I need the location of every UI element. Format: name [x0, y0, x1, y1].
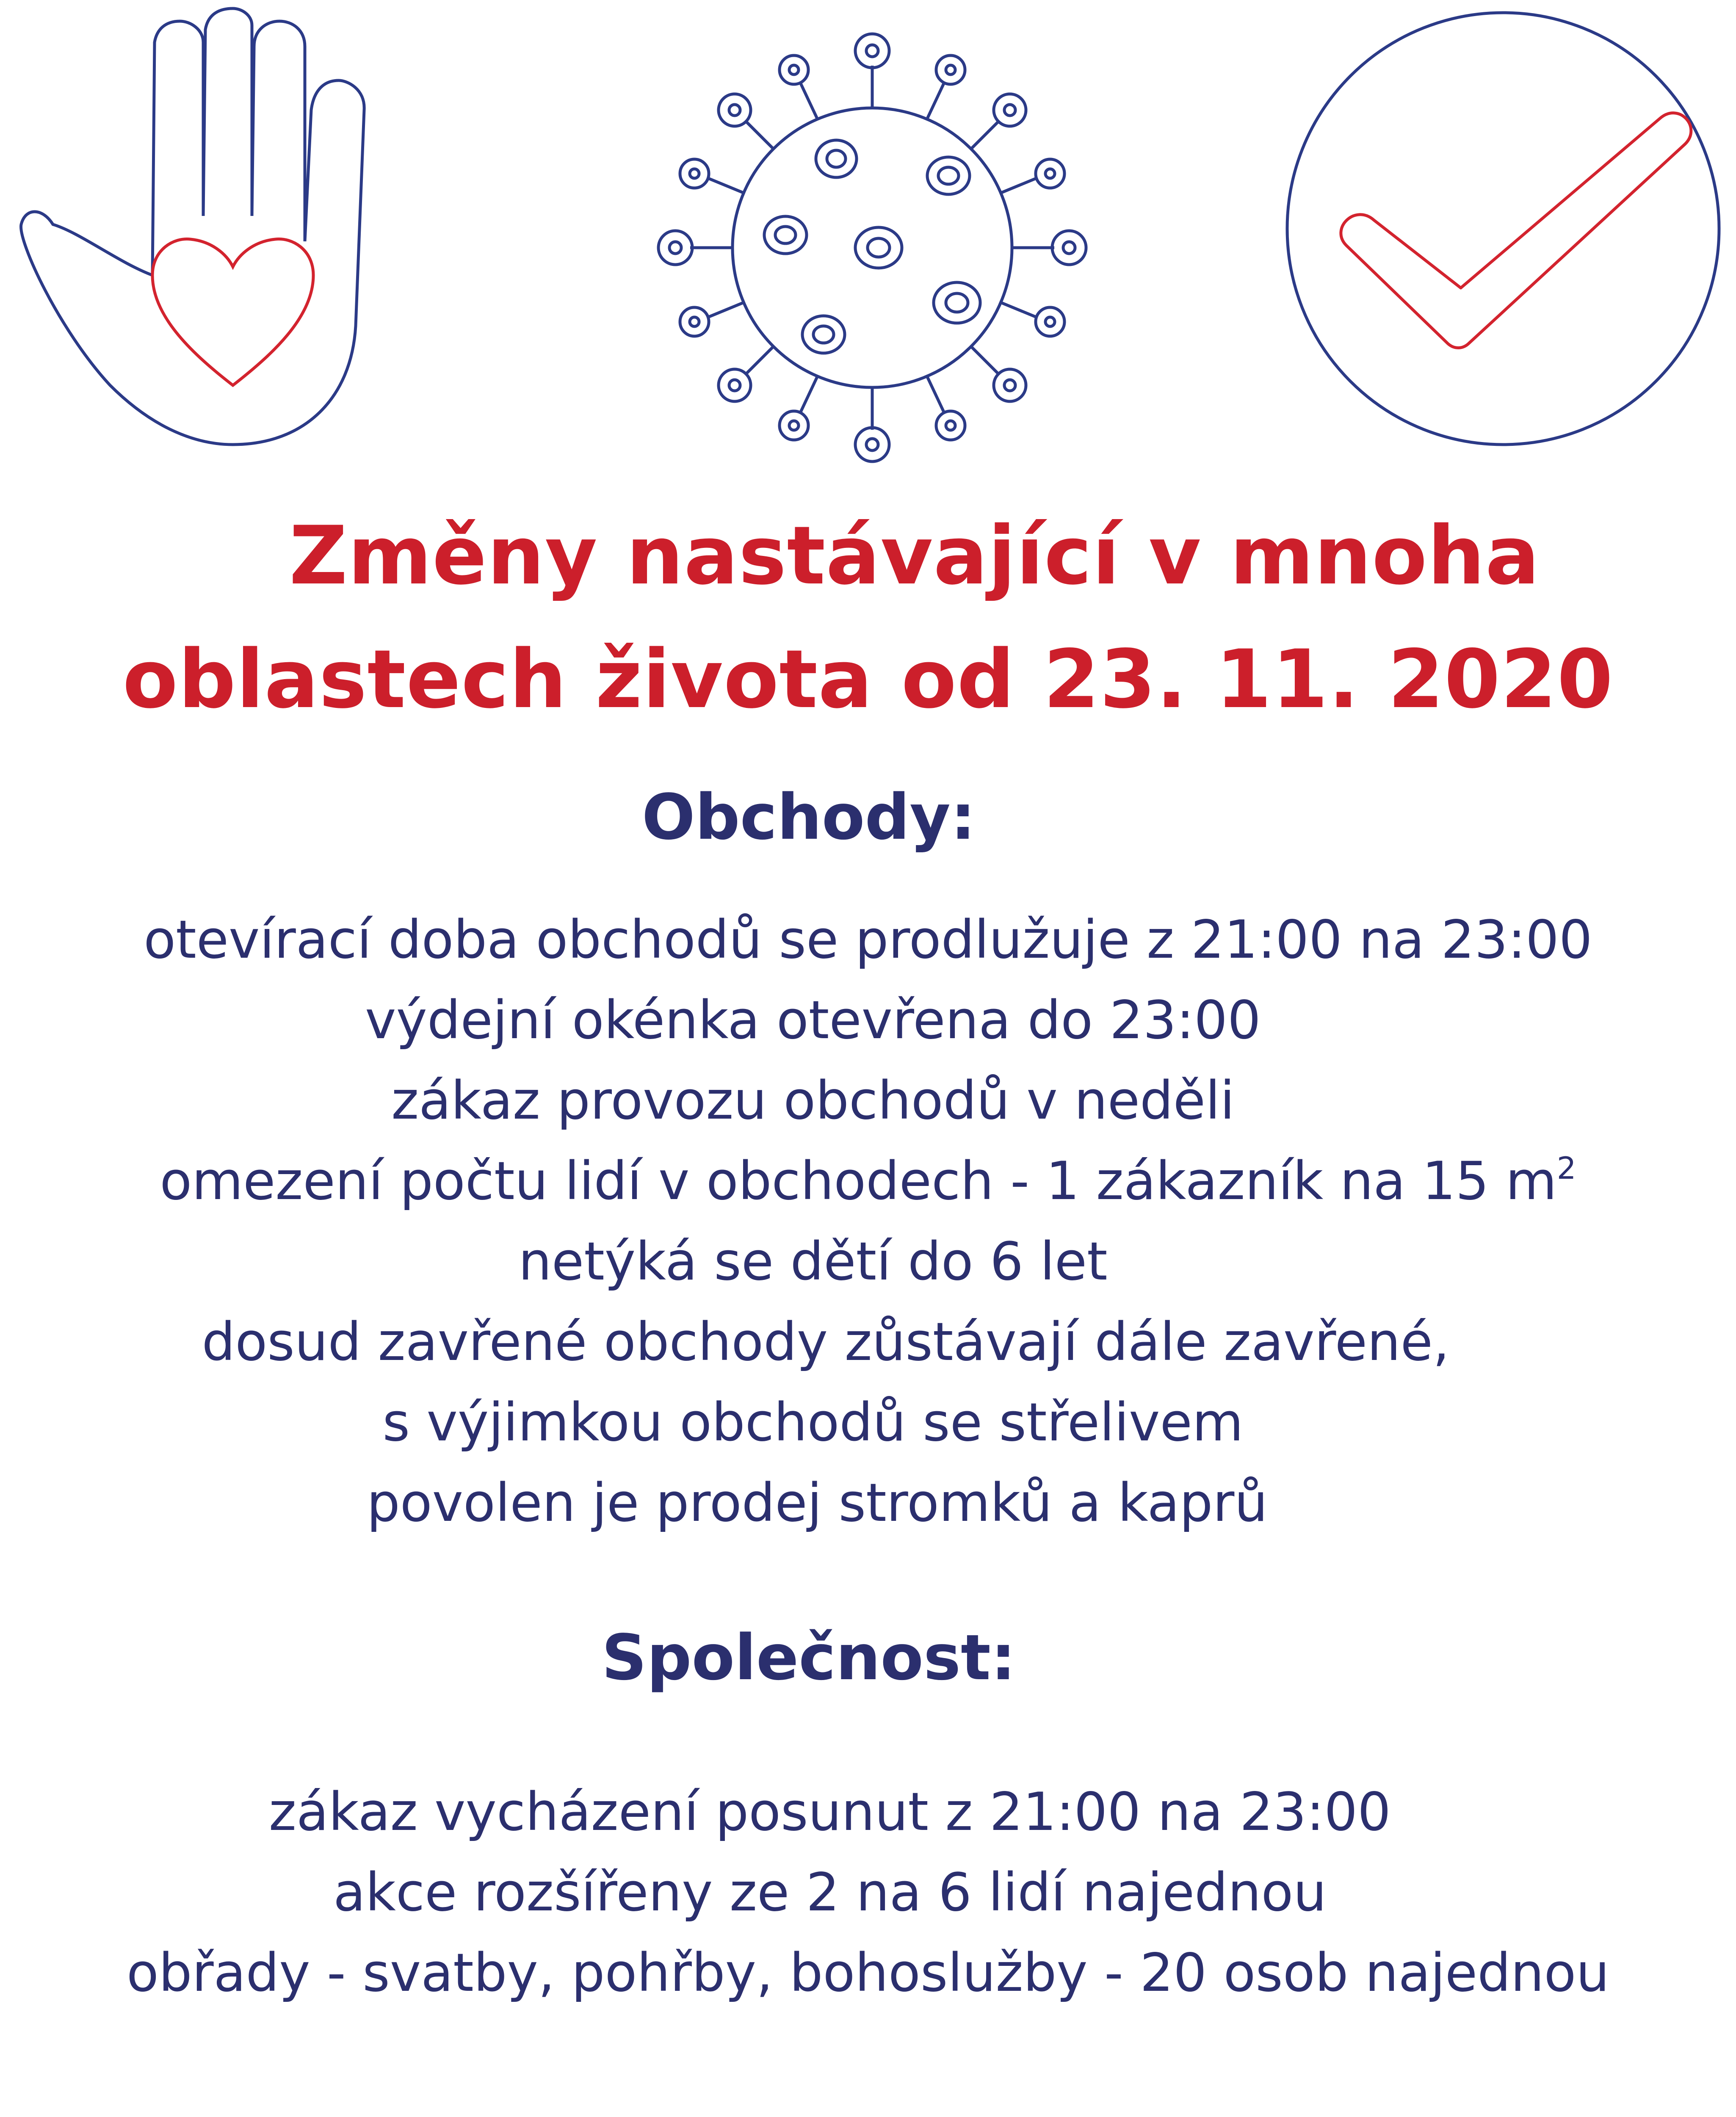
society-heading: Společnost: — [601, 1621, 1016, 1694]
shops-line: výdejní okénka otevřena do 23:00 — [365, 990, 1261, 1051]
shops-line — [0, 1147, 1736, 1215]
check-circle-icon — [1283, 8, 1723, 449]
shops-line-text: omezení počtu lidí v obchodech - 1 zákazník na 15 m — [160, 1151, 1557, 1212]
shops-line: dosud zavřené obchody zůstávají dále zavřené, — [202, 1312, 1450, 1373]
shops-line: otevírací doba obchodů se prodlužuje z 21:00 na 23:00 — [144, 909, 1592, 970]
shops-line: povolen je prodej stromků a kaprů — [367, 1473, 1268, 1534]
society-line: zákaz vycházení posunut z 21:00 na 23:00 — [268, 1782, 1391, 1843]
squared-superscript: 2 — [1556, 1150, 1576, 1186]
shops-line: netýká se dětí do 6 let — [518, 1231, 1108, 1292]
shops-line: s výjimkou obchodů se střelivem — [382, 1392, 1244, 1453]
society-line: akce rozšířeny ze 2 na 6 lidí najednou — [333, 1862, 1327, 1923]
hand-heart-icon — [13, 4, 381, 453]
shops-line: zákaz provozu obchodů v neděli — [391, 1070, 1235, 1131]
title-line-1: Změny nastávající v mnoha — [289, 509, 1540, 602]
society-line: obřady - svatby, pohřby, bohoslužby - 20 osob najednou — [127, 1943, 1609, 2004]
title-line-2: oblastech života od 23. 11. 2020 — [122, 633, 1614, 726]
virus-icon — [648, 11, 1097, 485]
shops-heading: Obchody: — [641, 781, 976, 854]
